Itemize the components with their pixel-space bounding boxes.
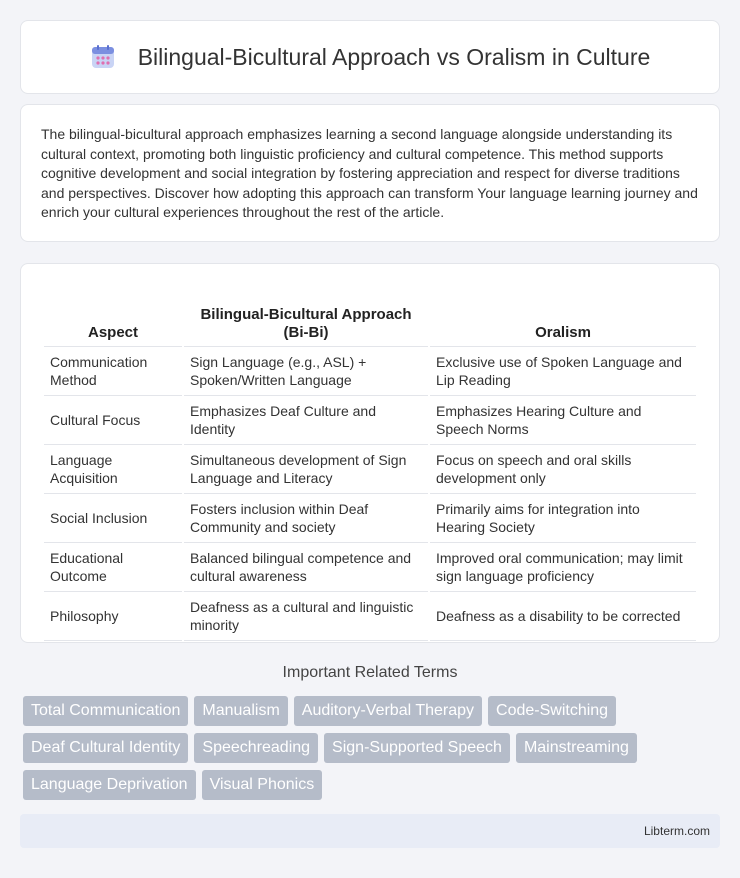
title-card — [20, 20, 720, 94]
intro-paragraph: The bilingual-bicultural approach emphasizes learning a second language alongside understanding its cultural context, promoting both linguistic proficiency and cultural competence. This method supports cognitive development and social integration by fostering appreciation and respect for diverse traditions and perspectives. Discover how adopting this approach can transform Your language learning journey and enrich your cultural experiences throughout the rest of the article. — [41, 126, 698, 220]
table-row — [44, 347, 696, 396]
cell-oralism: Exclusive use of Spoken Language and Lip Reading — [430, 347, 696, 396]
footer — [20, 814, 720, 848]
table-row — [44, 543, 696, 592]
cell-aspect: Philosophy — [44, 592, 182, 641]
cell-aspect: Cultural Focus — [44, 396, 182, 445]
header-aspect: Aspect — [44, 284, 182, 347]
cell-bibi: Fosters inclusion within Deaf Community and society — [184, 494, 428, 543]
cell-oralism: Primarily aims for integration into Hearing Society — [430, 494, 696, 543]
cell-bibi: Deafness as a cultural and linguistic minority — [184, 592, 428, 641]
tag-code-switching[interactable]: Code-Switching — [488, 696, 616, 726]
table-header-row — [44, 284, 696, 347]
tag-manualism[interactable]: Manualism — [194, 696, 287, 726]
table-row — [44, 396, 696, 445]
cell-aspect: Educational Outcome — [44, 543, 182, 592]
cell-bibi: Emphasizes Deaf Culture and Identity — [184, 396, 428, 445]
header-bibi: Bilingual-Bicultural Approach (Bi-Bi) — [184, 284, 428, 347]
cell-oralism: Emphasizes Hearing Culture and Speech Norms — [430, 396, 696, 445]
tag-sign-supported-speech[interactable]: Sign-Supported Speech — [324, 733, 510, 763]
tag-language-deprivation[interactable]: Language Deprivation — [23, 770, 196, 800]
related-terms-title: Important Related Terms — [282, 664, 458, 681]
tag-row — [23, 770, 723, 800]
table-row — [44, 445, 696, 494]
tag-mainstreaming[interactable]: Mainstreaming — [516, 733, 637, 763]
intro-card — [20, 104, 720, 242]
page-title: Bilingual-Bicultural Approach vs Oralism in Culture — [137, 43, 651, 70]
tag-speechreading[interactable]: Speechreading — [194, 733, 318, 763]
cell-bibi: Sign Language (e.g., ASL) + Spoken/Written Language — [184, 347, 428, 396]
table-row — [44, 494, 696, 543]
tag-deaf-cultural-identity[interactable]: Deaf Cultural Identity — [23, 733, 188, 763]
cell-oralism: Deafness as a disability to be corrected — [430, 592, 696, 641]
cell-bibi: Simultaneous development of Sign Language and Literacy — [184, 445, 428, 494]
cell-aspect: Communication Method — [44, 347, 182, 396]
cell-aspect: Social Inclusion — [44, 494, 182, 543]
cell-aspect: Language Acquisition — [44, 445, 182, 494]
tag-row — [23, 733, 723, 763]
comparison-table-card — [20, 263, 720, 643]
tag-auditory-verbal-therapy[interactable]: Auditory-Verbal Therapy — [294, 696, 482, 726]
header-oralism: Oralism — [430, 284, 696, 347]
comparison-table — [42, 284, 698, 641]
table-row — [44, 592, 696, 641]
calendar-grid-icon — [90, 44, 116, 70]
cell-bibi: Balanced bilingual competence and cultural awareness — [184, 543, 428, 592]
related-terms-list — [23, 696, 723, 807]
cell-oralism: Focus on speech and oral skills development only — [430, 445, 696, 494]
tag-total-communication[interactable]: Total Communication — [23, 696, 188, 726]
footer-site-link[interactable]: Libterm.com — [643, 824, 710, 838]
cell-oralism: Improved oral communication; may limit sign language proficiency — [430, 543, 696, 592]
tag-row — [23, 696, 723, 726]
tag-visual-phonics[interactable]: Visual Phonics — [202, 770, 323, 800]
